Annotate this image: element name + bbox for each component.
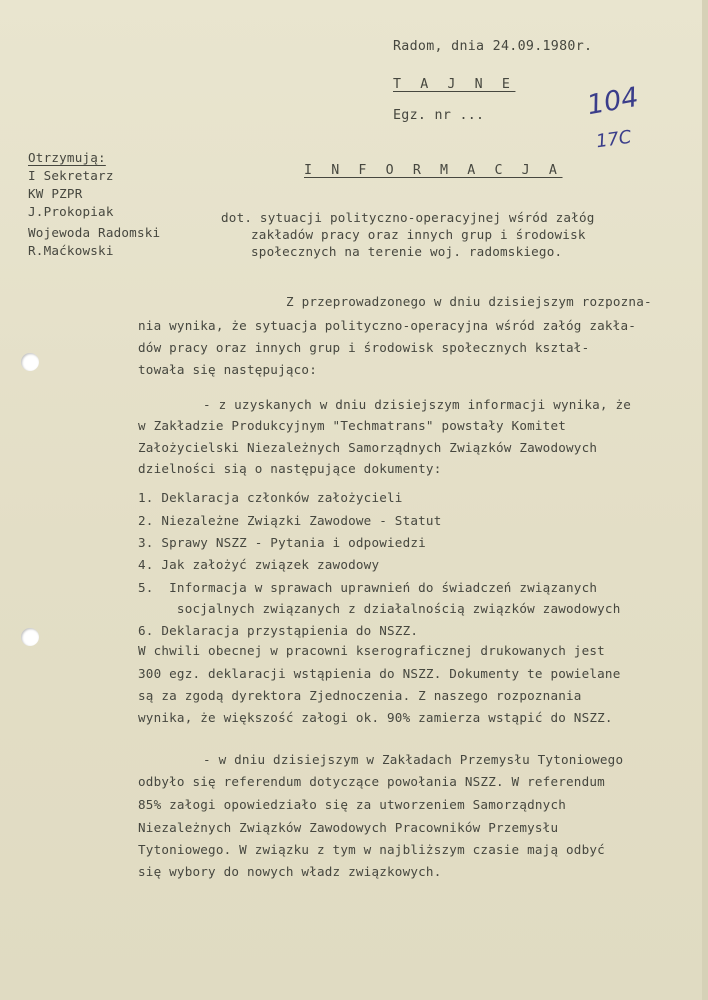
list-item: 6. Deklaracja przystąpienia do NSZZ. [138, 623, 419, 638]
recipient-line: Wojewoda Radomski [28, 225, 161, 240]
body-line: w Zakładzie Produkcyjnym "Techmatrans" powstały Komitet [138, 418, 567, 433]
recipient-line: J.Prokopiak [28, 204, 114, 219]
list-item: 2. Niezależne Związki Zawodowe - Statut [138, 513, 442, 528]
body-line: 85% załogi opowiedziało się za utworzeniem Samorządnych [138, 797, 567, 812]
body-line: odbyło się referendum dotyczące powołania NSZZ. W referendum [138, 774, 605, 789]
body-line: dów pracy oraz innych grup i środowisk społecznych kształ- [138, 340, 590, 355]
body-line: W chwili obecnej w pracowni kserograficznej drukowanych jest [138, 643, 605, 658]
classification-stamp: T A J N E [393, 77, 516, 92]
punch-hole-top [21, 353, 39, 371]
handwritten-number-top: 104 [584, 81, 641, 122]
list-item: 1. Deklaracja członków założycieli [138, 490, 403, 505]
document-title: I N F O R M A C J A [304, 163, 563, 178]
body-line: dzielności sią o następujące dokumenty: [138, 461, 442, 476]
body-line: 300 egz. deklaracji wstąpienia do NSZZ. Dokumenty te powielane [138, 666, 621, 681]
recipients-title: Otrzymują: [28, 150, 106, 165]
body-line: - z uzyskanych w dniu dzisiejszym informacji wynika, że [203, 397, 632, 412]
subject-line: społecznych na terenie woj. radomskiego. [251, 244, 563, 259]
body-line: Założycielski Niezależnych Samorządnych Związków Zawodowych [138, 440, 598, 455]
recipient-line: KW PZPR [28, 186, 83, 201]
place-date: Radom, dnia 24.09.1980r. [393, 39, 593, 54]
handwritten-number-bottom: 17C [594, 126, 633, 153]
punch-hole-bottom [21, 628, 39, 646]
list-item: 3. Sprawy NSZZ - Pytania i odpowiedzi [138, 535, 426, 550]
recipient-line: R.Maćkowski [28, 243, 114, 258]
body-line: Tytoniowego. W związku z tym w najbliższym czasie mają odbyć [138, 842, 605, 857]
body-line: wynika, że większość załogi ok. 90% zamierza wstąpić do NSZZ. [138, 710, 613, 725]
subject-line: dot. sytuacji polityczno-operacyjnej wśród załóg [221, 210, 595, 225]
body-line: towała się następująco: [138, 362, 317, 377]
body-line: Z przeprowadzonego w dniu dzisiejszym rozpozna- [286, 294, 652, 309]
list-item: socjalnych związanych z działalnością związków zawodowych [138, 601, 621, 616]
recipient-line: I Sekretarz [28, 168, 114, 183]
body-line: nia wynika, że sytuacja polityczno-operacyjna wśród załóg zakła- [138, 318, 637, 333]
list-item: 4. Jak założyć związek zawodowy [138, 557, 380, 572]
body-line: Niezależnych Związków Zawodowych Pracowników Przemysłu [138, 820, 559, 835]
list-item: 5. Informacja w sprawach uprawnień do świadczeń związanych [138, 580, 598, 595]
page-edge-shadow [702, 0, 708, 1000]
body-line: są za zgodą dyrektora Zjednoczenia. Z naszego rozpoznania [138, 688, 582, 703]
subject-line: zakładów pracy oraz innych grup i środowisk [251, 227, 586, 242]
copy-number: Egz. nr ... [393, 108, 485, 123]
body-line: się wybory do nowych władz związkowych. [138, 864, 442, 879]
body-line: - w dniu dzisiejszym w Zakładach Przemysłu Tytoniowego [203, 752, 624, 767]
